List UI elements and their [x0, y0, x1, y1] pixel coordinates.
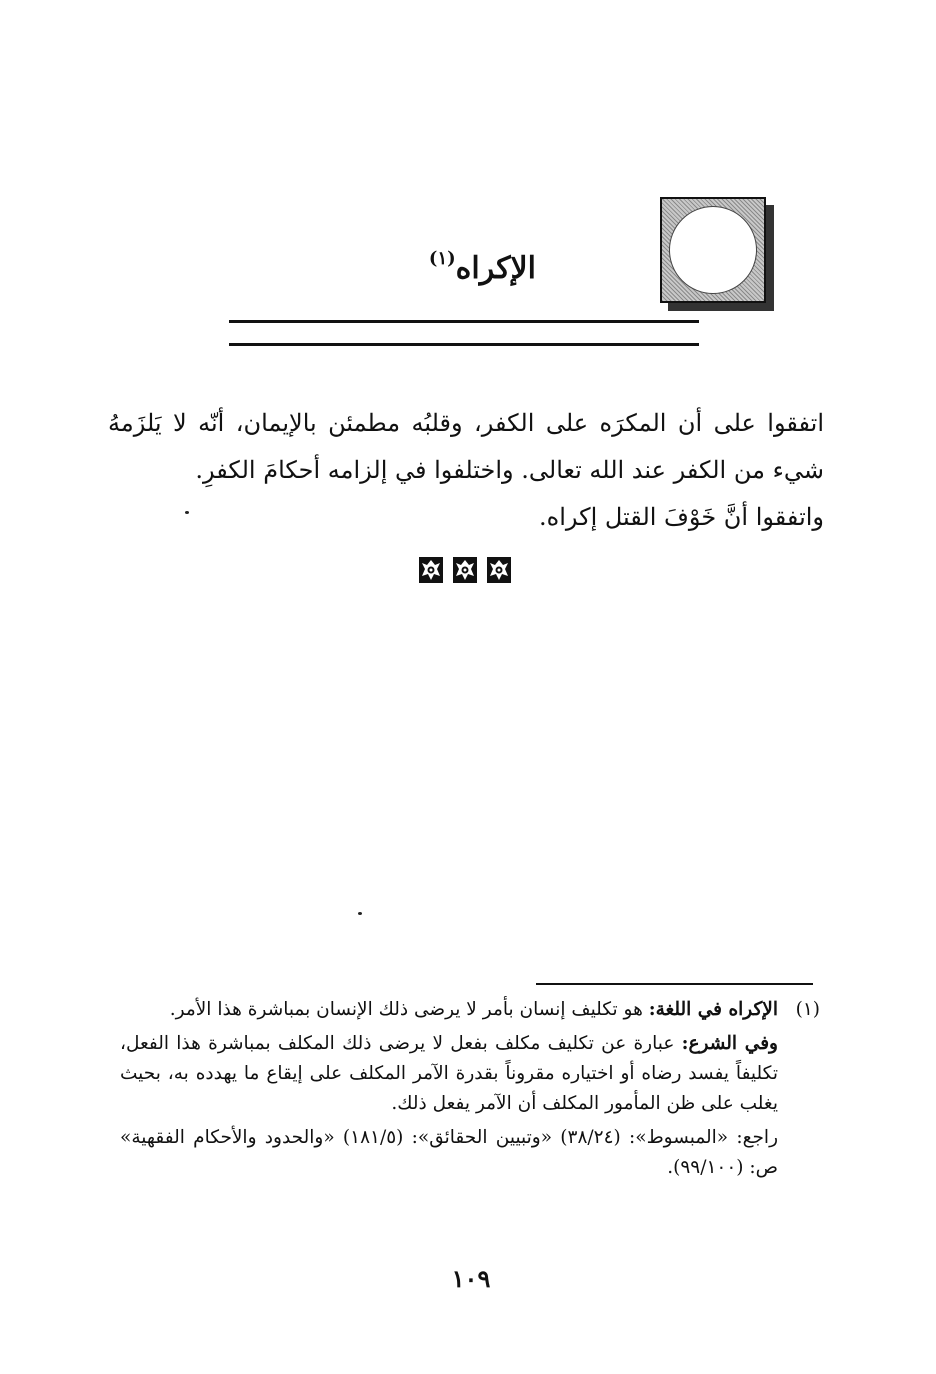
chapter-footnote-ref: (١) — [428, 248, 456, 269]
footnote-rule — [536, 983, 813, 985]
footnote-lang-text: هو تكليف إنسان بأمر لا يرضى ذلك الإنسان بمباشرة هذا الأمر. — [169, 999, 643, 1020]
footnotes — [120, 995, 820, 1187]
body-paragraph-1: اتفقوا على أن المكرَه على الكفر، وقلبُه مطمئن بالإيمان، أنّه لا يَلزَمهُ شيء من الكفر عند الله تعالى. واختلفوا في إلزامه أحكامَ الكفرِ. — [108, 409, 824, 484]
body-paragraph-2: واتفقوا أنَّ خَوْفَ القتل إكراه. — [539, 503, 824, 531]
main-text — [108, 400, 824, 541]
ornament-icon — [487, 557, 511, 583]
footnote-lang-label: الإكراه في اللغة: — [648, 999, 778, 1020]
chapter-emblem — [660, 197, 766, 303]
ornament-icon — [453, 557, 477, 583]
scan-speck — [185, 511, 189, 514]
footnote-references: راجع: «المبسوط»: (٣٨/٢٤) «وتبيين الحقائق»: (١٨١/٥) «والحدود والأحكام الفقهية» ص: (٩٩/١٠٠). — [120, 1127, 778, 1178]
footnote-shar-definition — [120, 1029, 778, 1119]
footnote-1 — [120, 995, 820, 1187]
chapter-title-text: الإكراه — [455, 251, 536, 286]
chapter-title — [429, 248, 536, 286]
footnote-shar-label: وفي الشرع: — [681, 1033, 778, 1054]
footnote-shar-text: عبارة عن تكليف مكلف بفعل لا يرضى ذلك المكلف بمباشرة هذا الفعل، تكليفاً يفسد رضاه أو اختياره مقروناً بقدرة الآمر المكلف على إيقاع ما يهدده به، بحيث يغلب على ظن المأمور المكلف أن الآمر يفعل ذلك. — [120, 1033, 778, 1114]
footnote-body — [120, 995, 778, 1187]
emblem-circle-icon — [669, 206, 757, 294]
page-number: ١٠٩ — [451, 1264, 491, 1293]
title-rule-bottom — [229, 343, 699, 346]
footnote-marker: (١) — [795, 999, 820, 1020]
ornament-icon — [419, 557, 443, 583]
scan-speck — [358, 912, 362, 915]
title-rule-top — [229, 320, 699, 323]
footnote-lang-definition — [120, 995, 778, 1025]
section-ornaments — [419, 557, 511, 583]
